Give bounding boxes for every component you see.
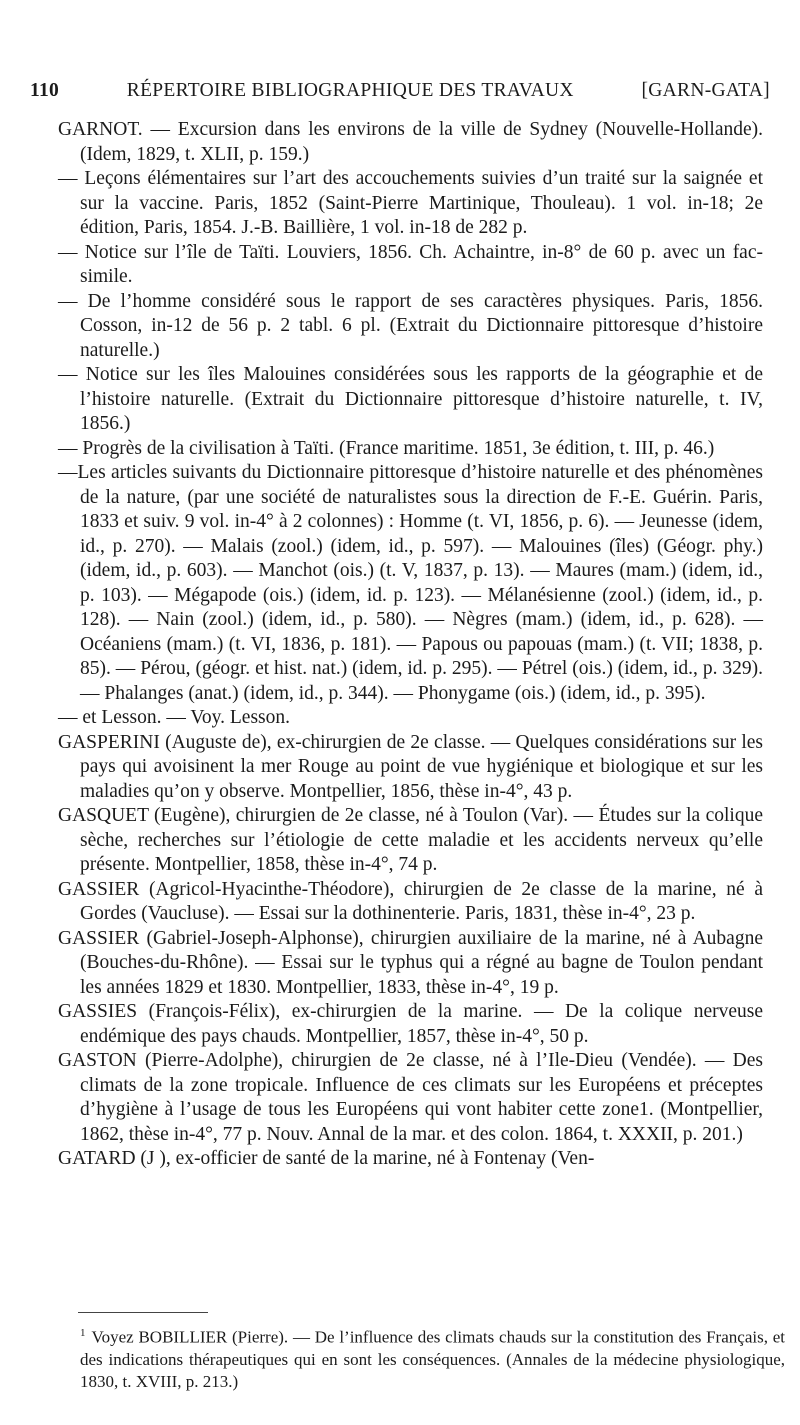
entry: GASSIER (Agricol-Hyacinthe-Théodore), chirurgien de 2e classe de la marine, né à Gordes (Vaucluse). — Essai sur la dothinenterie. Paris, 1831, thèse in-4°, 23 p. [58, 878, 763, 924]
entry: — De l’homme considéré sous le rapport de ses caractères physiques. Paris, 1856. Cosson, in-12 de 56 p. 2 tabl. 6 pl. (Extrait du Dictionnaire pittoresque d’histoire naturelle.) [58, 290, 763, 361]
footnote-mark: 1 [80, 1327, 86, 1339]
entry: —Les articles suivants du Dictionnaire pittoresque d’histoire naturelle et des phénomènes de la nature, (par une société de naturalistes sous la direction de F.-E. Guérin. Paris, 1833 et suiv. 9 vol. in-4° à 2 colonnes) : Homme (t. VI, 1856, p. 6). — Jeunesse (idem, id., p. 270). — Malais (zool.) (idem, id., p. 597). — Malouines (îles) (Géogr. phy.) (idem, id., p. 603). — Manchot (ois.) (t. V, 1837, p. 13). — Maures (mam.) (idem, id., p. 103). — Mégapode (ois.) (idem, id. p. 123). — Mélanésienne (zool.) (idem, id., p. 128). — Nain (zool.) (idem, id., p. 580). — Nègres (mam.) (idem, id., p. 628). — Océaniens (mam.) (t. VI, 1836, p. 181). — Papous ou papouas (mam.) (t. VII; 1838, p. 85). — Pérou, (géogr. et hist. nat.) (idem, id. p. 295). — Pétrel (ois.) (idem, id., p. 329). — Phalanges (anat.) (idem, id., p. 344). — Phonygame (ois.) (idem, id., p. 395). [58, 462, 763, 704]
bibliography-entries [58, 118, 763, 1172]
entry: GASQUET (Eugène), chirurgien de 2e classe, né à Toulon (Var). — Études sur la colique sèche, recherches sur l’étiologie de cette maladie et les accidents nerveux qu’elle présente. Montpellier, 1858, thèse in-4°, 74 p. [58, 805, 763, 875]
entry: GASSIER (Gabriel-Joseph-Alphonse), chirurgien auxiliaire de la marine, né à Aubagne (Bouches-du-Rhône). — Essai sur le typhus qui a régné au bagne de Toulon pendant les années 1829 et 1830. Montpellier, 1833, thèse in-4°, 19 p. [58, 927, 763, 998]
entry: GASPERINI (Auguste de), ex-chirurgien de 2e classe. — Quelques considérations sur les pays qui avoisinent la mer Rouge au point de vue hygiénique et biologique et sur les maladies qu’on y observe. Montpellier, 1856, thèse in-4°, 43 p. [58, 731, 763, 802]
footnote [58, 1322, 785, 1393]
entry: — Leçons élémentaires sur l’art des accouchements suivies d’un traité sur la saignée et sur la vaccine. Paris, 1852 (Saint-Pierre Martinique, Thouleau). 1 vol. in-18; 2e édition, Paris, 1854. J.-B. Baillière, 1 vol. in-18 de 282 p. [58, 168, 763, 238]
footnote-rule [78, 1312, 208, 1313]
entry: — Notice sur les îles Malouines considérées sous les rapports de la géographie et de l’histoire naturelle. (Extrait du Dictionnaire pittoresque d’histoire naturelle, t. IV, 1856.) [58, 364, 763, 434]
entry: — Progrès de la civilisation à Taïti. (France maritime. 1851, 3e édition, t. III, p. 46.) [58, 437, 715, 459]
entry: — Notice sur l’île de Taïti. Louviers, 1856. Ch. Achaintre, in-8° de 60 p. avec un fac-simile. [58, 241, 763, 287]
page-number: 110 [30, 80, 60, 101]
entry: GASTON (Pierre-Adolphe), chirurgien de 2e classe, né à l’Ile-Dieu (Vendée). — Des climats de la zone tropicale. Influence de ces climats sur les Européens et préceptes d’hygiène à l’usage de tous les Européens qui vont habiter cette zone1. (Montpellier, 1862, thèse in-4°, 77 p. Nouv. Annal de la mar. et des colon. 1864, t. XXXII, p. 201.) [58, 1050, 763, 1145]
footnote-text: Voyez BOBILLIER (Pierre). — De l’influence des climats chauds sur la constitution des Français, et des indications thérapeutiques qui en sont les conséquences. (Annales de la médecine physiologique, 1830, t. XVIII, p. 213.) [80, 1327, 785, 1391]
alphabetical-range: [GARN-GATA] [641, 80, 770, 101]
entry: GARNOT. — Excursion dans les environs de la ville de Sydney (Nouvelle-Hollande). (Idem, 1829, t. XLII, p. 159.) [58, 119, 763, 165]
entry: GASSIES (François-Félix), ex-chirurgien de la marine. — De la colique nerveuse endémique des pays chauds. Montpellier, 1857, thèse in-4°, 50 p. [58, 1001, 763, 1047]
running-head [30, 80, 770, 102]
running-title: RÉPERTOIRE BIBLIOGRAPHIQUE DES TRAVAUX [126, 80, 574, 101]
entry: GATARD (J ), ex-officier de santé de la marine, né à Fontenay (Ven- [58, 1148, 595, 1169]
entry: — et Lesson. — Voy. Lesson. [58, 707, 291, 728]
